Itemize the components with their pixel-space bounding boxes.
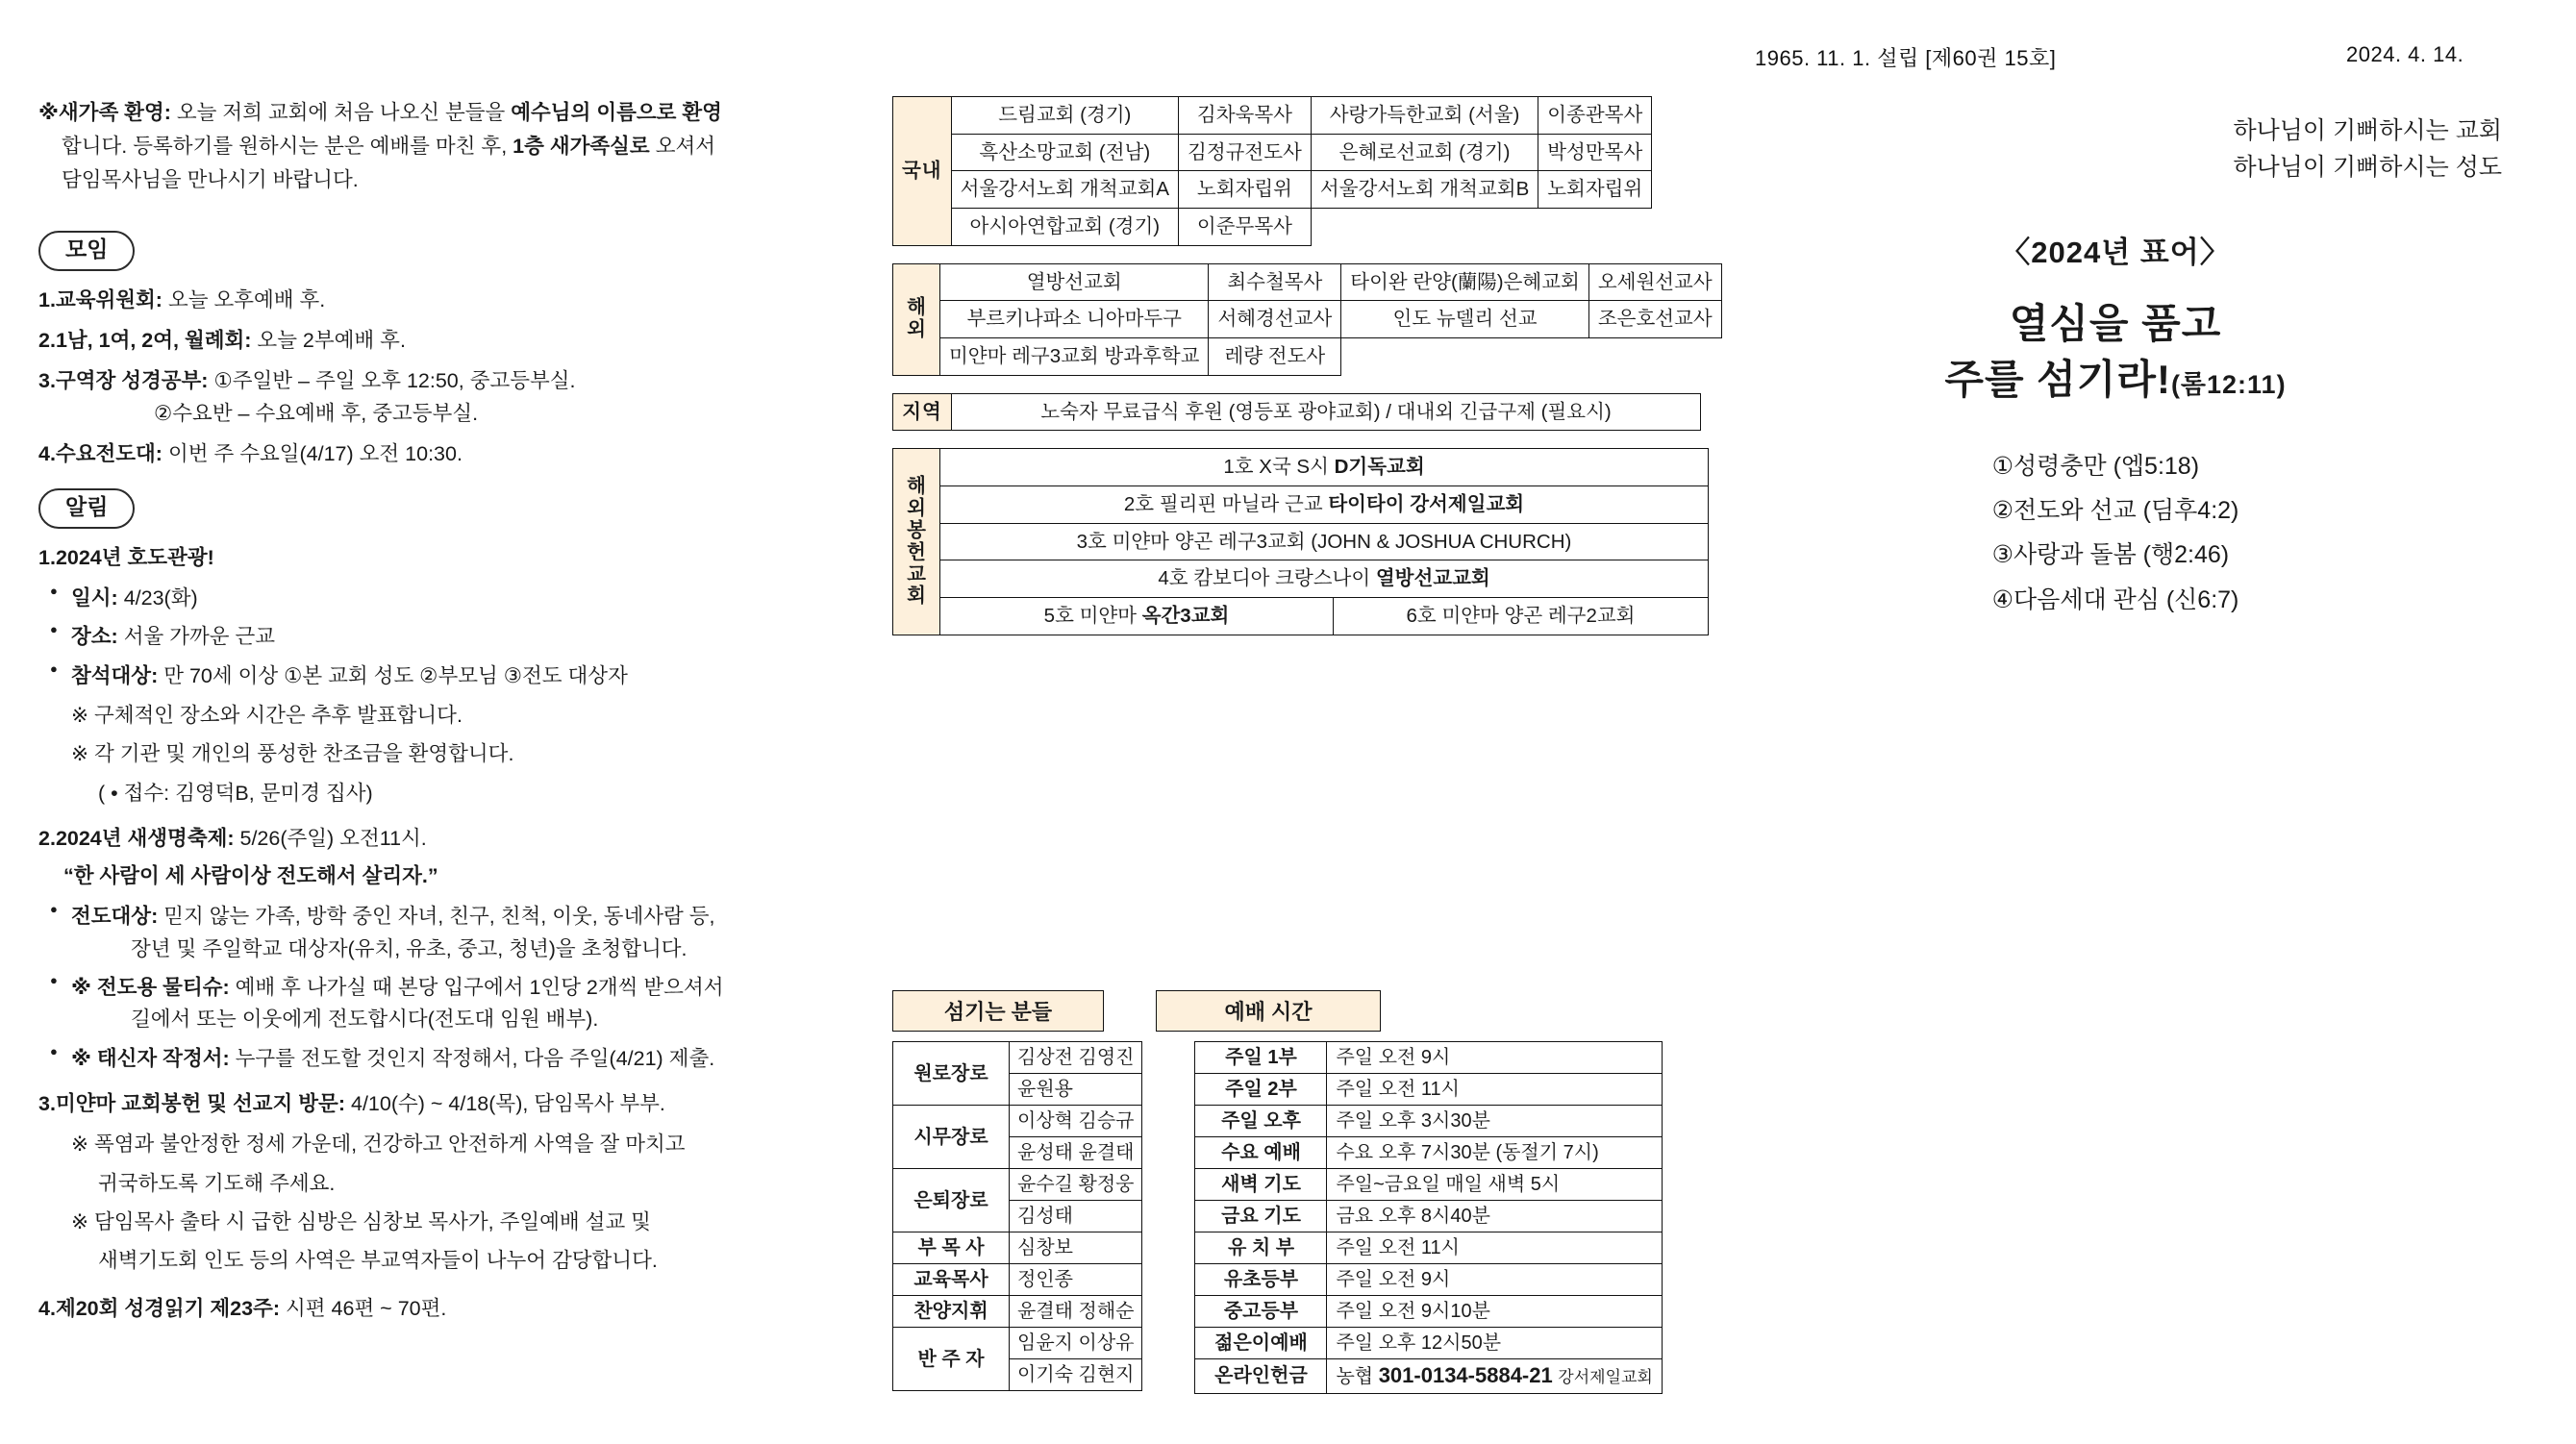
servant-label-6: 찬양지휘 [893,1296,1010,1328]
notice-item-3 [38,1088,875,1120]
notice-2-b3-text: 누구를 전도할 것인지 작정해서, 다음 주일(4/21) 제출. [235,1046,715,1070]
mission-offering-side-label: 해 외 봉 헌 교 회 [893,449,940,635]
cell: 레량 전도사 [1209,338,1341,376]
servant-value: 김성태 [1010,1201,1142,1232]
servant-label-2: 시무장로 [893,1106,1010,1169]
servant-value: 윤성태 윤결태 [1010,1137,1142,1169]
worship-value: 주일 오전 11시 [1327,1232,1662,1264]
bottom-section [892,990,1663,1394]
servant-value: 정인종 [1010,1264,1142,1296]
table-row [893,97,1652,135]
motto-line-2: 하나님이 기뻐하시는 성도 [2233,153,2502,181]
online-offering-label: 온라인헌금 [1195,1359,1327,1394]
worship-label: 중고등부 [1195,1296,1327,1328]
worship-label: 새벽 기도 [1195,1169,1327,1201]
table-row [1195,1137,1662,1169]
notice-2-b1-label: 전도대상: [71,905,159,929]
cell: 조은호선교사 [1588,301,1721,338]
worship-label: 수요 예배 [1195,1137,1327,1169]
table-row [893,134,1652,171]
region-side-label: 지역 [893,393,952,431]
notice-3-text: 4/10(수) ~ 4/18(목), 담임목사 부부. [350,1092,665,1116]
meeting-4-title: 수요전도대: [55,442,163,466]
worship-value: 금요 오후 8시40분 [1327,1201,1662,1232]
online-offering-value [1327,1359,1662,1394]
notice-2-bullets [38,901,875,1075]
mission-row-4 [940,560,1709,598]
table-row [1195,1201,1662,1232]
servant-value: 윤결태 정해순 [1010,1296,1142,1328]
online-account: 301-0134-5884-21 [1378,1363,1553,1387]
worship-label: 젊은이예배 [1195,1328,1327,1359]
mission-5-bold: 옥간3교회 [1141,605,1230,628]
table-row [893,486,1709,524]
mission-4-no: 4호 [1158,567,1188,590]
meeting-item-4 [38,438,875,470]
mission-4-text: 캄보디아 크랑스나이 [1193,567,1376,590]
servants-table [892,1041,1142,1391]
table-row [893,393,1701,431]
notice-1-b3-label: 참석대상: [71,663,159,687]
worship-label: 주일 오후 [1195,1106,1327,1137]
table-row [893,338,1722,376]
theme-line-1: 열심을 품고 [2009,301,2222,346]
middle-column [892,96,1722,635]
meeting-3-text: ①주일반 – 주일 오후 12:50, 중고등부실. [213,369,576,393]
table-row [1195,1042,1662,1074]
notice-2-b3-prefix: ※ [71,1046,91,1070]
theme-item-list [1992,444,2239,622]
notice-1-receipt: ( • 접수: 김영덕B, 문미경 집사) [98,781,373,805]
mission-row-5b [1334,598,1709,635]
worship-value: 수요 오후 7시30분 (동절기 7시) [1327,1137,1662,1169]
notice-1-title: 2024년 호도관광! [55,545,214,569]
overseas-mission-table [892,263,1722,376]
notice-4-text: 시편 46편 ~ 70편. [286,1296,447,1320]
table-row [893,1042,1142,1074]
notice-item-2 [38,823,875,893]
cell: 이종관목사 [1538,97,1652,135]
meeting-4-text: 이번 주 수요일(4/17) 오전 10:30. [167,442,463,466]
notice-item-4 [38,1293,875,1325]
worship-value: 주일 오전 9시10분 [1327,1296,1662,1328]
notice-2-b2-label: 전도용 물티슈: [96,976,230,1000]
notice-3-title: 미얀마 교회봉헌 및 선교지 방문: [55,1092,345,1116]
notice-2-b2-cont: 길에서 또는 이웃에게 전도합시다(전도대 임원 배부). [131,1008,599,1032]
mission-2-bold: 타이타이 강서제일교회 [1328,493,1525,516]
mission-6-text: 미얀마 양곤 레구2교회 [1441,605,1636,628]
table-row [1195,1264,1662,1296]
cell: 노회자립위 [1179,171,1312,209]
worship-value: 주일~금요일 매일 새벽 5시 [1327,1169,1662,1201]
notice-1-note-1: ※ 구체적인 장소와 시간은 추후 발표합니다. [71,703,463,727]
notice-4-title: 제20회 성경읽기 제23주: [55,1296,281,1320]
mission-1-no: 1호 [1223,456,1254,479]
notice-2-quote: “한 사람이 세 사람이상 전도해서 살리자.” [63,864,438,888]
theme-main [1692,296,2538,408]
cell: 서울강서노회 개척교회B [1311,171,1538,209]
meeting-item-1 [38,285,875,316]
new-family-line2c: 오셔서 [655,134,715,158]
table-row [1195,1106,1662,1137]
servant-label-3: 은퇴장로 [893,1169,1010,1232]
worship-label: 주일 2부 [1195,1074,1327,1106]
list-item [38,972,875,1036]
cell-empty [1341,338,1721,376]
meeting-4-num: 4. [38,442,56,466]
domestic-side-label: 국내 [893,97,952,246]
table-row [1195,1232,1662,1264]
new-family-line1a: 오늘 저희 교회에 처음 나오신 분들을 [176,101,506,124]
servant-label-1: 원로장로 [893,1042,1010,1106]
cell: 박성만목사 [1538,134,1652,171]
cell: 타이완 란양(蘭陽)은혜교회 [1341,263,1589,301]
table-row [893,523,1709,560]
table-row [1195,1169,1662,1201]
notice-2-b2-text: 예배 후 나가실 때 본당 입구에서 1인당 2개씩 받으셔서 [235,976,724,1000]
cell: 김정규전도사 [1179,134,1312,171]
meeting-2-num: 2. [38,329,56,353]
table-row [893,1296,1142,1328]
list-item [38,621,875,653]
online-church: 강서제일교회 [1558,1368,1653,1386]
meeting-item-2 [38,325,875,357]
new-family-line2a: 합니다. 등록하기를 원하시는 분은 예배를 마친 후, [62,134,508,158]
table-row [893,449,1709,486]
worship-value: 주일 오전 9시 [1327,1042,1662,1074]
cell: 아시아연합교회 (경기) [951,209,1178,246]
worship-times-table [1194,1041,1662,1394]
overseas-side-label: 해 외 [893,263,940,375]
cell: 서혜경선교사 [1209,301,1341,338]
notice-3-note-2: 귀국하도록 기도해 주세요. [98,1171,336,1195]
theme-ref: (롬12:11) [2170,369,2287,399]
table-row [893,560,1709,598]
notice-1-num: 1. [38,545,56,569]
table-row [893,209,1652,246]
mission-6-no: 6호 [1406,605,1437,628]
table-row [893,1232,1142,1264]
right-column [1692,113,2538,622]
servant-label-4: 부 목 사 [893,1232,1010,1264]
notice-3-note-3: ※ 담임목사 출타 시 급한 심방은 심창보 목사가, 주일예배 설교 및 [71,1209,651,1233]
domestic-mission-table [892,96,1652,246]
servant-value: 윤원용 [1010,1074,1142,1106]
mission-2-no: 2호 [1123,493,1155,516]
notice-1-bullets [38,583,875,692]
meeting-2-title: 1남, 1여, 2여, 월례회: [55,329,252,353]
worship-label: 주일 1부 [1195,1042,1327,1074]
bottom-tables [892,1041,1663,1394]
table-row [893,1264,1142,1296]
meeting-3-title: 구역장 성경공부: [55,369,209,393]
new-family-line1b: 예수님의 이름으로 환영 [511,101,722,124]
notice-2-b3-label: 태신자 작정서: [96,1046,230,1070]
worship-label: 유초등부 [1195,1264,1327,1296]
bottom-headings [892,990,1663,1032]
notice-4-num: 4. [38,1296,56,1320]
mission-3-no: 3호 [1076,530,1107,553]
notice-1-b3-text: 만 70세 이상 ①본 교회 성도 ②부모님 ③전도 대상자 [163,663,628,687]
worship-label: 유 치 부 [1195,1232,1327,1264]
notice-2-num: 2. [38,826,56,850]
theme-item-2: ②전도와 선교 (딤후4:2) [1991,497,2239,525]
servant-value: 김상전 김영진 [1010,1042,1142,1074]
cell: 사랑가득한교회 (서울) [1311,97,1538,135]
new-family-line2b: 1층 새가족실로 [513,134,650,158]
table-row [893,301,1722,338]
worship-value: 주일 오전 9시 [1327,1264,1662,1296]
servant-label-7: 반 주 자 [893,1328,1010,1391]
new-family-line3: 담임목사님을 만나시기 바랍니다. [62,167,359,191]
table-row [1195,1328,1662,1359]
notice-1-b1-label: 일시: [71,585,118,610]
table-row [1195,1074,1662,1106]
servant-value: 심창보 [1010,1232,1142,1264]
mission-row-5a [940,598,1334,635]
mission-4-bold: 열방선교교회 [1375,567,1490,590]
servant-value: 임윤지 이상유 [1010,1328,1142,1359]
cell: 노회자립위 [1538,171,1652,209]
cell: 은혜로선교회 (경기) [1311,134,1538,171]
table-row [893,598,1709,635]
mission-5-text: 미얀마 [1079,605,1142,628]
theme-item-4: ④다음세대 관심 (신6:7) [1991,585,2239,613]
notice-2-title: 2024년 새생명축제: [55,826,235,850]
cell-empty [1311,209,1651,246]
cell: 인도 뉴델리 선교 [1341,301,1589,338]
motto-line-1: 하나님이 기뻐하시는 교회 [2233,117,2502,144]
meeting-3-sub: ②수요반 – 수요예배 후, 중고등부실. [154,401,479,425]
theme-line-2: 주를 섬기라!(롬12:11) [1944,356,2287,402]
mission-3-text: 미얀마 양곤 레구3교회 (JOHN & JOSHUA CHURCH) [1112,530,1572,553]
notice-1-b2-label: 장소: [71,625,118,649]
servant-label-5: 교육목사 [893,1264,1010,1296]
meeting-2-text: 오늘 2부예배 후. [257,329,406,353]
meeting-1-text: 오늘 오후예배 후. [167,287,326,311]
header-founding-info: 1965. 11. 1. 설립 [제60권 15호] [1755,46,2057,70]
notice-3-note-4: 새벽기도회 인도 등의 사역은 부교역자들이 나누어 감당합니다. [98,1249,658,1273]
cell: 서울강서노회 개척교회A [951,171,1178,209]
servant-value: 이기숙 김현지 [1010,1359,1142,1391]
new-family-welcome [38,96,875,196]
mission-offering-table [892,448,1709,635]
worship-value: 주일 오후 3시30분 [1327,1106,1662,1137]
meeting-item-3 [38,365,875,430]
table-row [893,1106,1142,1137]
cell: 부르키나파소 니아마두구 [940,301,1209,338]
new-family-title: ※새가족 환영: [38,101,171,124]
notice-3-num: 3. [38,1092,56,1116]
new-family-line2 [38,130,875,163]
notice-2-text: 5/26(주일) 오전11시. [239,826,427,850]
section-meeting-label: 모임 [38,231,135,270]
theme-year-label: 〈2024년 표어〉 [2000,236,2231,269]
left-column [38,96,875,1333]
table-row [1195,1359,1662,1394]
cell: 열방선교회 [940,263,1209,301]
mission-row-2 [940,486,1709,524]
notice-2-b1-cont: 장년 및 주일학교 대상자(유치, 유초, 중고, 청년)을 초청합니다. [131,936,688,960]
table-row [893,171,1652,209]
header-date: 2024. 4. 14. [2346,42,2464,66]
table-row [893,263,1722,301]
table-row [893,1169,1142,1201]
worship-value: 주일 오후 12시50분 [1327,1328,1662,1359]
cell: 미얀마 레구3교회 방과후학교 [940,338,1209,376]
table-row [1195,1296,1662,1328]
theme-item-1: ①성령충만 (엡5:18) [1991,452,2200,480]
mission-1-bold: D기독교회 [1334,456,1425,479]
servant-value: 윤수길 황정웅 [1010,1169,1142,1201]
notice-1-note-2: ※ 각 기관 및 개인의 풍성한 찬조금을 환영합니다. [71,742,514,766]
worship-value: 주일 오전 11시 [1327,1074,1662,1106]
servant-value: 이상혁 김승규 [1010,1106,1142,1137]
list-item [38,583,875,614]
mission-row-3 [940,523,1709,560]
list-item [38,1043,875,1075]
section-notice-label: 알림 [38,488,135,528]
list-item [38,901,875,965]
cell: 드림교회 (경기) [951,97,1178,135]
list-item [38,660,875,692]
theme-item-3: ③사랑과 돌봄 (행2:46) [1991,541,2230,569]
cell: 오세원선교사 [1588,263,1721,301]
worship-label: 금요 기도 [1195,1201,1327,1232]
online-bank: 농협 [1336,1366,1374,1387]
mission-2-text: 필리핀 마닐라 근교 [1159,493,1329,516]
notice-1-b2-text: 서울 가까운 근교 [123,625,276,649]
region-text: 노숙자 무료급식 후원 (영등포 광야교회) / 대내외 긴급구제 (필요시) [952,393,1701,431]
meeting-3-num: 3. [38,369,56,393]
cell: 흑산소망교회 (전남) [951,134,1178,171]
cell: 최수철목사 [1209,263,1341,301]
meeting-1-num: 1. [38,287,56,311]
cell: 이준무목사 [1179,209,1312,246]
region-support-table [892,393,1701,432]
notice-2-b2-prefix: ※ [71,976,91,1000]
notice-item-1 [38,542,875,574]
meeting-1-title: 교육위원회: [55,287,163,311]
notice-3-note-1: ※ 폭염과 불안정한 정세 가운데, 건강하고 안전하게 사역을 잘 마치고 [71,1133,686,1157]
notice-2-b1-text: 믿지 않는 가족, 방학 중인 자녀, 친구, 친척, 이웃, 동네사람 등, [163,905,715,929]
cell: 김차욱목사 [1179,97,1312,135]
notice-1-b1-text: 4/23(화) [123,585,198,610]
table-row [893,1328,1142,1359]
worship-heading: 예배 시간 [1156,990,1381,1032]
mission-1-text: X국 S시 [1259,456,1335,479]
mission-row-1 [940,449,1709,486]
servants-heading: 섬기는 분들 [892,990,1104,1032]
mission-5-no: 5호 [1043,605,1074,628]
